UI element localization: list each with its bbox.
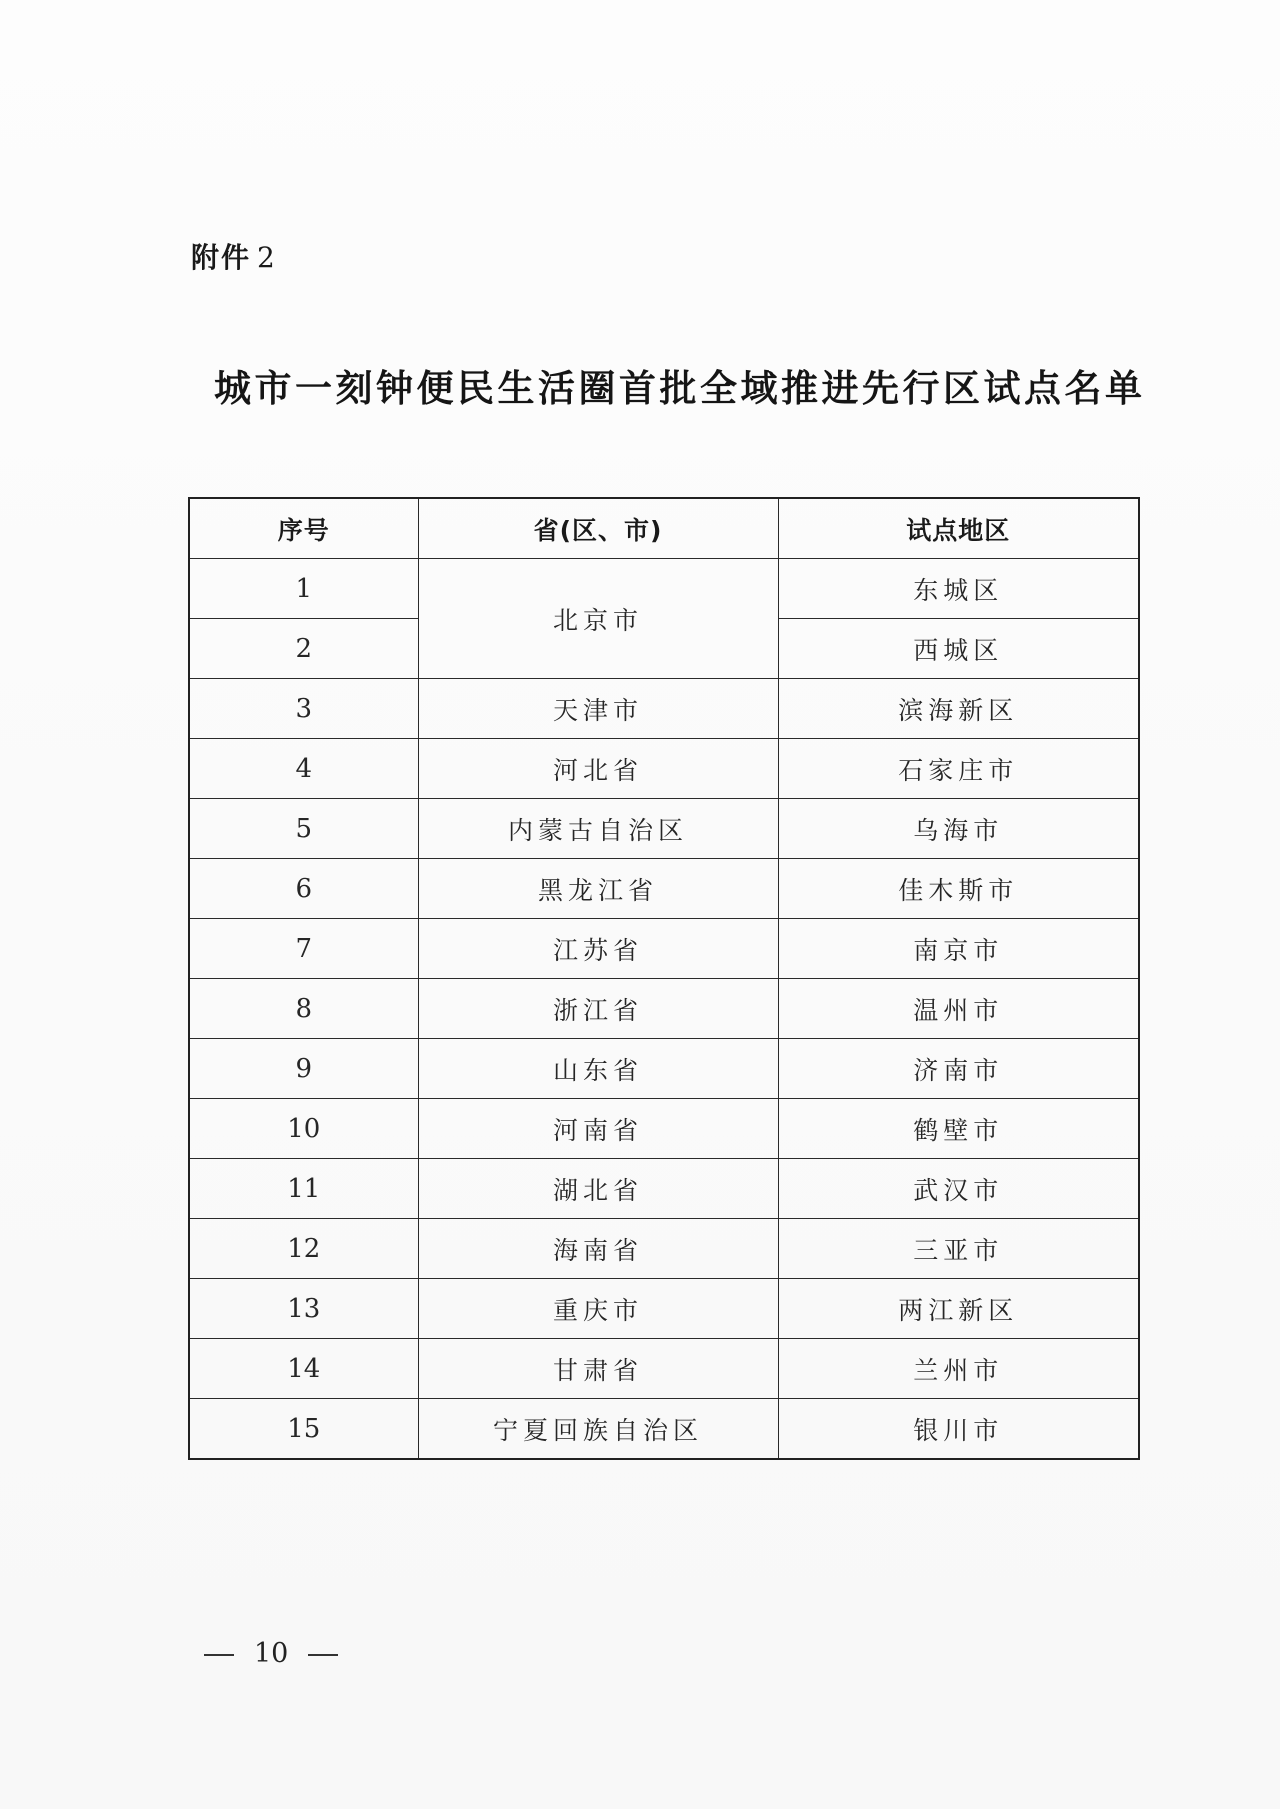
cell-index: 8 (189, 979, 418, 1039)
page-number-dash-left (204, 1654, 234, 1656)
cell-index: 9 (189, 1039, 418, 1099)
pilot-list-table (188, 497, 1140, 1460)
table-row (189, 679, 1139, 739)
cell-index: 13 (189, 1279, 418, 1339)
cell-region: 温州市 (778, 979, 1139, 1039)
cell-region: 西城区 (778, 619, 1139, 679)
cell-province: 湖北省 (418, 1159, 778, 1219)
table-row (189, 1159, 1139, 1219)
cell-region: 两江新区 (778, 1279, 1139, 1339)
cell-region: 兰州市 (778, 1339, 1139, 1399)
cell-province: 浙江省 (418, 979, 778, 1039)
cell-province: 宁夏回族自治区 (418, 1399, 778, 1460)
cell-index: 15 (189, 1399, 418, 1460)
cell-province: 甘肃省 (418, 1339, 778, 1399)
cell-province: 海南省 (418, 1219, 778, 1279)
cell-province: 河北省 (418, 739, 778, 799)
cell-province: 内蒙古自治区 (418, 799, 778, 859)
page-number (204, 1638, 338, 1669)
table-row (189, 979, 1139, 1039)
cell-region: 佳木斯市 (778, 859, 1139, 919)
cell-region: 滨海新区 (778, 679, 1139, 739)
table-row (189, 1399, 1139, 1460)
cell-index: 10 (189, 1099, 418, 1159)
cell-province: 重庆市 (418, 1279, 778, 1339)
cell-province: 天津市 (418, 679, 778, 739)
table-row (189, 1099, 1139, 1159)
page-number-value: 10 (254, 1638, 289, 1669)
cell-region: 乌海市 (778, 799, 1139, 859)
table-row (189, 859, 1139, 919)
cell-index: 7 (189, 919, 418, 979)
cell-index: 1 (189, 559, 418, 619)
table-row (189, 739, 1139, 799)
cell-province: 河南省 (418, 1099, 778, 1159)
attachment-number: 2 (257, 241, 277, 274)
table-row (189, 1219, 1139, 1279)
document-title: 城市一刻钟便民生活圈首批全域推进先行区试点名单 (214, 367, 1146, 410)
header-index: 序号 (189, 498, 418, 559)
header-pilot-region: 试点地区 (778, 498, 1139, 559)
cell-index: 14 (189, 1339, 418, 1399)
cell-index: 6 (189, 859, 418, 919)
cell-region: 石家庄市 (778, 739, 1139, 799)
table-row (189, 1039, 1139, 1099)
cell-index: 2 (189, 619, 418, 679)
page-number-dash-right (308, 1654, 338, 1656)
header-province: 省(区、市) (418, 498, 778, 559)
cell-region: 济南市 (778, 1039, 1139, 1099)
table-row (189, 1339, 1139, 1399)
cell-region: 南京市 (778, 919, 1139, 979)
cell-region: 三亚市 (778, 1219, 1139, 1279)
cell-region: 东城区 (778, 559, 1139, 619)
cell-province: 江苏省 (418, 919, 778, 979)
cell-index: 3 (189, 679, 418, 739)
table-row (189, 1279, 1139, 1339)
cell-region: 鹤壁市 (778, 1099, 1139, 1159)
table-row (189, 559, 1139, 619)
table-row (189, 919, 1139, 979)
cell-province: 山东省 (418, 1039, 778, 1099)
attachment-label (191, 236, 277, 276)
cell-province: 黑龙江省 (418, 859, 778, 919)
cell-index: 5 (189, 799, 418, 859)
cell-index: 4 (189, 739, 418, 799)
cell-province: 北京市 (418, 559, 778, 679)
cell-region: 银川市 (778, 1399, 1139, 1460)
attachment-label-text: 附件 (191, 241, 252, 274)
table-header-row (189, 498, 1139, 559)
cell-region: 武汉市 (778, 1159, 1139, 1219)
cell-index: 11 (189, 1159, 418, 1219)
table-row (189, 799, 1139, 859)
cell-index: 12 (189, 1219, 418, 1279)
